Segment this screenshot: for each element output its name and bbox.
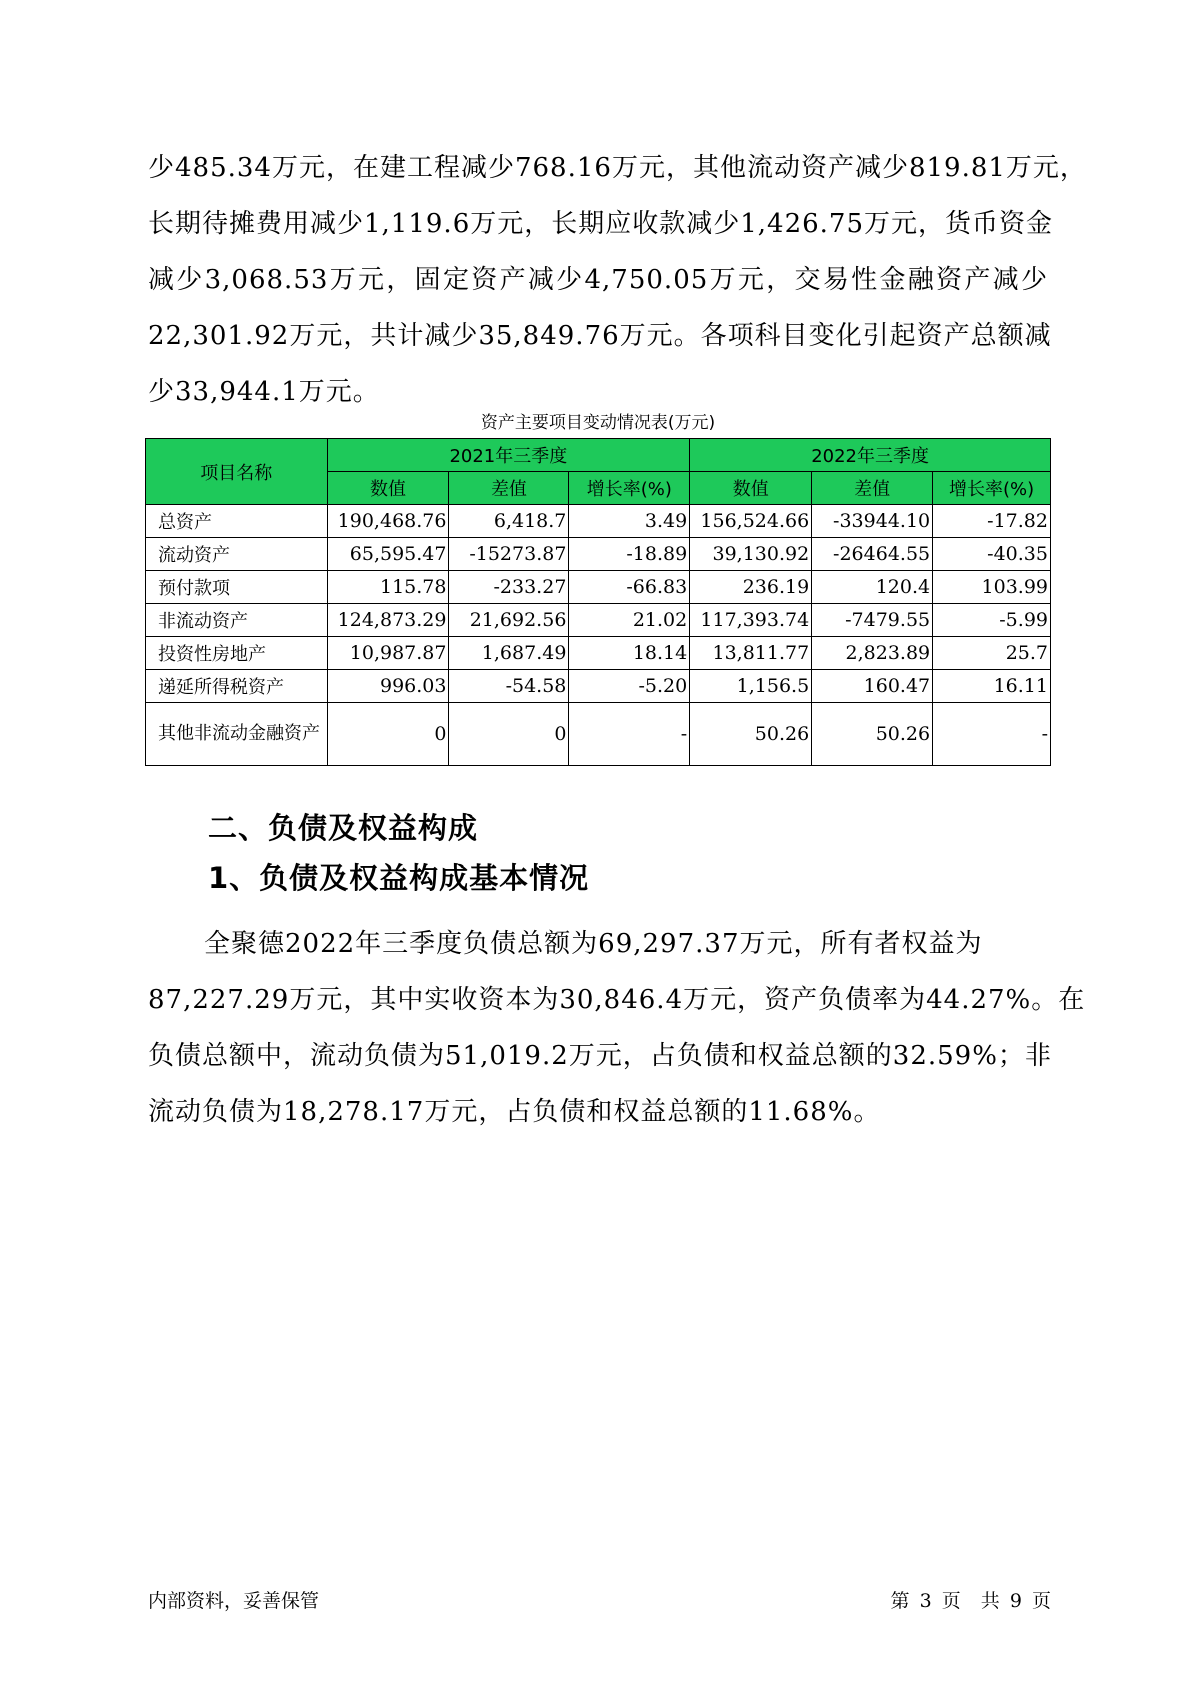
cell-diff-2021: 0 <box>449 703 569 766</box>
row-name: 其他非流动金融资产 <box>146 703 328 766</box>
cell-growth-2022: 103.99 <box>933 571 1051 604</box>
cell-value-2022: 1,156.5 <box>690 670 812 703</box>
cell-growth-2021: -5.20 <box>569 670 690 703</box>
cell-diff-2022: 120.4 <box>812 571 933 604</box>
paragraph-line: 长期待摊费用减少1,119.6万元，长期应收款减少1,426.75万元，货币资金 <box>148 209 1054 239</box>
cell-growth-2021: 3.49 <box>569 505 690 538</box>
cell-diff-2021: -15273.87 <box>449 538 569 571</box>
footer-page-info <box>887 1586 1051 1613</box>
cell-diff-2021: 1,687.49 <box>449 637 569 670</box>
cell-growth-2022: - <box>933 703 1051 766</box>
cell-value-2022: 50.26 <box>690 703 812 766</box>
row-name: 预付款项 <box>146 571 328 604</box>
paragraph-line: 负债总额中，流动负债为51,019.2万元，占负债和权益总额的32.59%；非 <box>148 1041 1052 1071</box>
paragraph-line: 87,227.29万元，其中实收资本为30,846.4万元，资产负债率为44.27%。在 <box>148 985 1086 1015</box>
table-row <box>146 703 1051 766</box>
footer-confidential-note: 内部资料，妥善保管 <box>148 1590 320 1612</box>
page-suffix: 页 <box>941 1590 961 1612</box>
cell-value-2021: 996.03 <box>327 670 449 703</box>
paragraph-line: 22,301.92万元，共计减少35,849.76万元。各项科目变化引起资产总额减 <box>148 321 1052 351</box>
header-period-2022: 2022年三季度 <box>690 439 1051 472</box>
row-name: 总资产 <box>146 505 328 538</box>
table-row <box>146 505 1051 538</box>
cell-diff-2022: -33944.10 <box>812 505 933 538</box>
cell-value-2021: 65,595.47 <box>327 538 449 571</box>
page-number: 3 <box>919 1590 932 1612</box>
header-diff: 差值 <box>449 472 569 505</box>
cell-diff-2022: -26464.55 <box>812 538 933 571</box>
cell-diff-2022: 50.26 <box>812 703 933 766</box>
row-name: 递延所得税资产 <box>146 670 328 703</box>
cell-growth-2021: -66.83 <box>569 571 690 604</box>
cell-value-2022: 117,393.74 <box>690 604 812 637</box>
cell-value-2022: 236.19 <box>690 571 812 604</box>
paragraph-line: 少485.34万元，在建工程减少768.16万元，其他流动资产减少819.81万元， <box>148 153 1087 183</box>
total-pages: 9 <box>1009 1590 1022 1612</box>
table-row <box>146 670 1051 703</box>
cell-diff-2022: 2,823.89 <box>812 637 933 670</box>
cell-value-2021: 0 <box>327 703 449 766</box>
table-row <box>146 538 1051 571</box>
cell-growth-2022: 25.7 <box>933 637 1051 670</box>
cell-diff-2022: -7479.55 <box>812 604 933 637</box>
row-name: 流动资产 <box>146 538 328 571</box>
section-heading: 二、负债及权益构成 <box>208 811 479 845</box>
table-caption: 资产主要项目变动情况表(万元) <box>480 413 716 433</box>
cell-value-2021: 190,468.76 <box>327 505 449 538</box>
header-period-2021: 2021年三季度 <box>327 439 690 472</box>
cell-value-2021: 115.78 <box>327 571 449 604</box>
subsection-heading: 1、负债及权益构成基本情况 <box>208 861 590 895</box>
cell-growth-2022: -5.99 <box>933 604 1051 637</box>
cell-value-2021: 124,873.29 <box>327 604 449 637</box>
table-row <box>146 604 1051 637</box>
total-suffix: 页 <box>1031 1590 1051 1612</box>
header-item-name: 项目名称 <box>146 439 328 505</box>
cell-growth-2022: -17.82 <box>933 505 1051 538</box>
paragraph-line: 流动负债为18,278.17万元，占负债和权益总额的11.68%。 <box>148 1097 881 1127</box>
cell-value-2022: 39,130.92 <box>690 538 812 571</box>
header-value: 数值 <box>690 472 812 505</box>
cell-growth-2021: -18.89 <box>569 538 690 571</box>
row-name: 非流动资产 <box>146 604 328 637</box>
table-row <box>146 637 1051 670</box>
cell-growth-2022: -40.35 <box>933 538 1051 571</box>
page-prefix: 第 <box>890 1590 910 1612</box>
cell-value-2021: 10,987.87 <box>327 637 449 670</box>
paragraph-liabilities <box>148 916 1086 1140</box>
paragraph-line: 全聚德2022年三季度负债总额为69,297.37万元，所有者权益为 <box>204 929 983 959</box>
paragraph-asset-changes <box>148 140 1087 420</box>
total-prefix: 共 <box>980 1590 1000 1612</box>
header-value: 数值 <box>327 472 449 505</box>
cell-diff-2021: 6,418.7 <box>449 505 569 538</box>
cell-diff-2022: 160.47 <box>812 670 933 703</box>
table-row <box>146 571 1051 604</box>
header-diff: 差值 <box>812 472 933 505</box>
row-name: 投资性房地产 <box>146 637 328 670</box>
cell-growth-2021: - <box>569 703 690 766</box>
header-growth: 增长率(%) <box>569 472 690 505</box>
paragraph-line: 少33,944.1万元。 <box>148 377 380 407</box>
cell-growth-2021: 21.02 <box>569 604 690 637</box>
cell-diff-2021: 21,692.56 <box>449 604 569 637</box>
asset-change-table <box>145 438 1051 766</box>
cell-growth-2022: 16.11 <box>933 670 1051 703</box>
cell-value-2022: 13,811.77 <box>690 637 812 670</box>
header-growth: 增长率(%) <box>933 472 1051 505</box>
cell-growth-2021: 18.14 <box>569 637 690 670</box>
cell-diff-2021: -233.27 <box>449 571 569 604</box>
paragraph-line: 减少3,068.53万元，固定资产减少4,750.05万元，交易性金融资产减少 <box>148 265 1048 295</box>
cell-diff-2021: -54.58 <box>449 670 569 703</box>
cell-value-2022: 156,524.66 <box>690 505 812 538</box>
